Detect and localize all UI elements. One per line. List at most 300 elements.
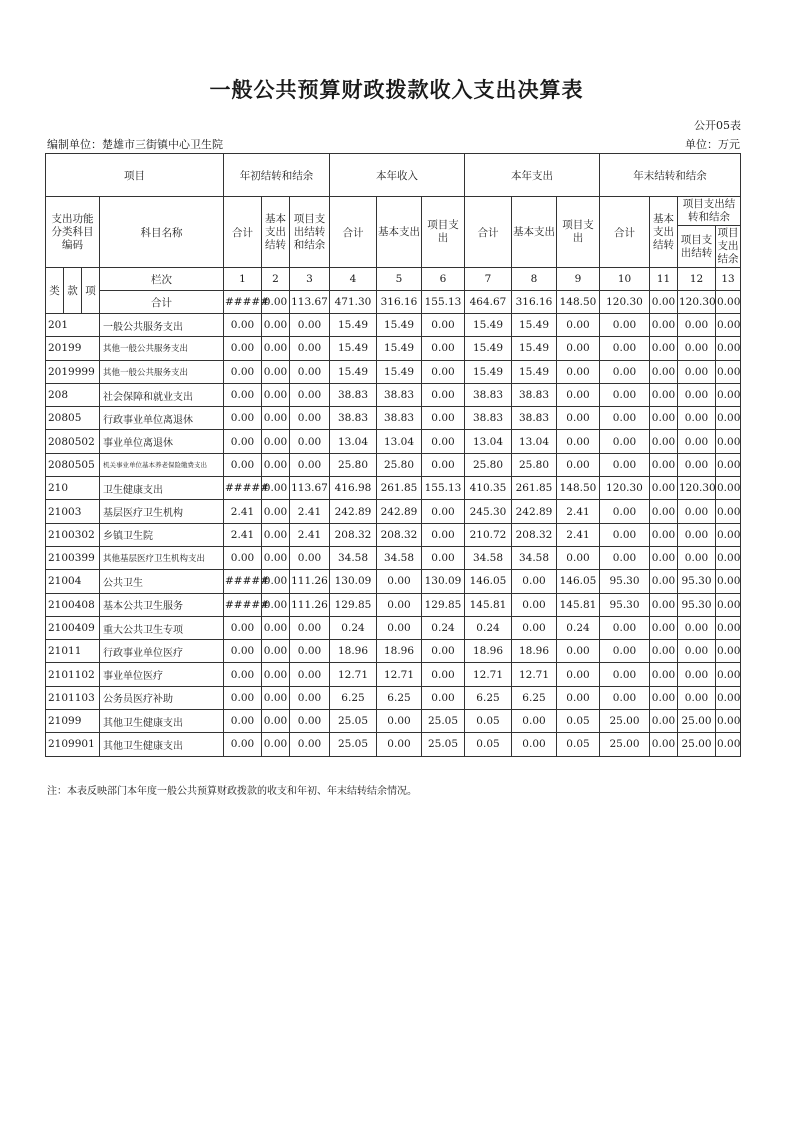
row-value: 242.89 xyxy=(330,500,377,523)
header-row-groups xyxy=(46,154,741,197)
row-value: 0.00 xyxy=(557,686,600,709)
row-value: 0.00 xyxy=(290,686,330,709)
row-value: 0.00 xyxy=(557,663,600,686)
row-value: 120.30 xyxy=(678,477,716,500)
sum-cell: 148.50 xyxy=(557,291,600,314)
row-value: 0.00 xyxy=(262,430,290,453)
row-value: 0.00 xyxy=(512,593,557,616)
row-value: 0.00 xyxy=(224,407,262,430)
table-row xyxy=(46,453,741,476)
row-value: 129.85 xyxy=(422,593,465,616)
row-value: 0.00 xyxy=(678,383,716,406)
footnote: 注：本表反映部门本年度一般公共预算财政拨款的收支和年初、年末结转结余情况。 xyxy=(47,786,417,797)
row-value: 0.00 xyxy=(600,383,650,406)
table-row xyxy=(46,477,741,500)
row-value: 15.49 xyxy=(330,360,377,383)
row-value: 0.00 xyxy=(650,500,678,523)
col-number: 4 xyxy=(330,268,377,291)
row-value: 0.00 xyxy=(512,570,557,593)
row-value: 0.00 xyxy=(224,663,262,686)
row-value: 0.00 xyxy=(678,360,716,383)
row-value: 18.96 xyxy=(465,640,512,663)
row-name: 事业单位医疗 xyxy=(100,663,224,686)
header-end-project-group: 项目支出结转和结余 xyxy=(678,197,741,226)
row-value: 145.81 xyxy=(465,593,512,616)
row-value: 0.00 xyxy=(422,407,465,430)
row-value: 0.00 xyxy=(716,430,741,453)
row-name: 机关事业单位基本养老保险缴费支出 xyxy=(100,453,224,476)
row-value: 6.25 xyxy=(377,686,422,709)
row-value: 0.00 xyxy=(422,337,465,360)
header-expense: 本年支出 xyxy=(465,154,600,197)
row-value: 0.00 xyxy=(290,663,330,686)
row-value: 2.41 xyxy=(557,500,600,523)
row-value: 25.80 xyxy=(377,453,422,476)
row-value: 0.00 xyxy=(678,663,716,686)
table-body xyxy=(46,314,741,757)
header-end-project-carry: 项目支出结转 xyxy=(678,226,716,268)
row-value: 0.00 xyxy=(557,453,600,476)
row-value: 0.00 xyxy=(422,360,465,383)
row-code: 210 xyxy=(46,477,100,500)
row-value: 0.00 xyxy=(557,640,600,663)
row-value: 0.00 xyxy=(716,337,741,360)
row-value: 13.04 xyxy=(512,430,557,453)
row-value: 242.89 xyxy=(377,500,422,523)
row-value: 0.24 xyxy=(330,616,377,639)
row-value: 18.96 xyxy=(512,640,557,663)
row-value: 0.00 xyxy=(422,686,465,709)
row-value: 0.00 xyxy=(224,430,262,453)
row-value: 0.00 xyxy=(422,546,465,569)
row-value: 0.00 xyxy=(224,640,262,663)
header-begin-balance: 年初结转和结余 xyxy=(224,154,330,197)
row-value: 0.00 xyxy=(650,546,678,569)
header-item: 项目 xyxy=(46,154,224,197)
row-value: 208.32 xyxy=(377,523,422,546)
row-value: 0.00 xyxy=(716,640,741,663)
sum-cell: 0.00 xyxy=(650,291,678,314)
row-value: 0.00 xyxy=(678,686,716,709)
row-name: 行政事业单位离退休 xyxy=(100,407,224,430)
row-value: 0.00 xyxy=(290,360,330,383)
row-code: 2101103 xyxy=(46,686,100,709)
row-value: ##### xyxy=(224,593,262,616)
row-value: 0.00 xyxy=(422,500,465,523)
row-value: 13.04 xyxy=(465,430,512,453)
row-value: 2.41 xyxy=(224,523,262,546)
budget-table xyxy=(45,153,741,757)
table-row xyxy=(46,686,741,709)
row-value: 0.00 xyxy=(262,314,290,337)
row-name: 卫生健康支出 xyxy=(100,477,224,500)
row-value: 2.41 xyxy=(224,500,262,523)
row-value: 25.00 xyxy=(600,710,650,733)
row-value: 0.00 xyxy=(262,570,290,593)
row-value: 0.00 xyxy=(224,453,262,476)
table-row xyxy=(46,616,741,639)
row-value: 0.00 xyxy=(377,733,422,756)
report-title: 一般公共预算财政拨款收入支出决算表 xyxy=(209,77,584,102)
row-value: 25.00 xyxy=(678,733,716,756)
row-code: 2100399 xyxy=(46,546,100,569)
row-value: 6.25 xyxy=(512,686,557,709)
row-value: 0.00 xyxy=(262,686,290,709)
row-value: 0.00 xyxy=(262,500,290,523)
sum-cell: 120.30 xyxy=(600,291,650,314)
row-name: 其他一般公共服务支出 xyxy=(100,360,224,383)
row-name: 基本公共卫生服务 xyxy=(100,593,224,616)
row-value: 0.00 xyxy=(262,453,290,476)
row-value: 130.09 xyxy=(330,570,377,593)
row-code: 21011 xyxy=(46,640,100,663)
row-value: 18.96 xyxy=(330,640,377,663)
row-value: 0.00 xyxy=(650,663,678,686)
row-value: 0.00 xyxy=(512,710,557,733)
row-value: 0.00 xyxy=(262,477,290,500)
row-value: 0.00 xyxy=(290,407,330,430)
row-value: 0.00 xyxy=(290,337,330,360)
row-value: 0.00 xyxy=(716,686,741,709)
row-value: 208.32 xyxy=(330,523,377,546)
row-name: 行政事业单位医疗 xyxy=(100,640,224,663)
row-value: 0.00 xyxy=(600,407,650,430)
table-row xyxy=(46,383,741,406)
row-value: 38.83 xyxy=(465,407,512,430)
row-value: 0.00 xyxy=(290,640,330,663)
row-value: 0.00 xyxy=(716,616,741,639)
table-row xyxy=(46,546,741,569)
row-value: 6.25 xyxy=(330,686,377,709)
row-value: 0.00 xyxy=(262,593,290,616)
row-value: 0.00 xyxy=(678,453,716,476)
row-value: 0.00 xyxy=(290,546,330,569)
row-value: 0.00 xyxy=(557,383,600,406)
row-value: ##### xyxy=(224,477,262,500)
row-value: 0.00 xyxy=(600,360,650,383)
header-lei: 类 xyxy=(46,268,64,314)
sum-cell: 0.00 xyxy=(716,291,741,314)
row-value: 0.00 xyxy=(716,570,741,593)
sum-cell: 464.67 xyxy=(465,291,512,314)
row-value: 0.00 xyxy=(422,453,465,476)
row-value: 148.50 xyxy=(557,477,600,500)
row-value: 0.00 xyxy=(224,314,262,337)
row-value: 13.04 xyxy=(377,430,422,453)
row-value: 0.00 xyxy=(557,407,600,430)
table-row xyxy=(46,360,741,383)
row-value: 0.00 xyxy=(650,523,678,546)
row-name: 其他一般公共服务支出 xyxy=(100,337,224,360)
row-value: 0.00 xyxy=(600,337,650,360)
row-value: 0.00 xyxy=(650,686,678,709)
row-value: 0.00 xyxy=(377,570,422,593)
col-number: 11 xyxy=(650,268,678,291)
row-value: 0.00 xyxy=(650,453,678,476)
row-value: 95.30 xyxy=(600,570,650,593)
row-value: 0.00 xyxy=(650,710,678,733)
row-value: 0.00 xyxy=(716,733,741,756)
table-row xyxy=(46,314,741,337)
row-value: 0.00 xyxy=(650,616,678,639)
header-expense-basic: 基本支出 xyxy=(512,197,557,268)
row-value: 245.30 xyxy=(465,500,512,523)
col-number: 8 xyxy=(512,268,557,291)
row-value: 95.30 xyxy=(600,593,650,616)
row-value: 0.00 xyxy=(650,477,678,500)
row-value: 38.83 xyxy=(512,383,557,406)
row-code: 2100302 xyxy=(46,523,100,546)
header-end-basic: 基本支出结转 xyxy=(650,197,678,268)
col-number: 1 xyxy=(224,268,262,291)
row-value: 0.00 xyxy=(678,314,716,337)
header-code: 支出功能分类科目编码 xyxy=(46,197,100,268)
table-row xyxy=(46,523,741,546)
row-name: 重大公共卫生专项 xyxy=(100,616,224,639)
row-value: 0.00 xyxy=(224,337,262,360)
row-value: 0.00 xyxy=(716,546,741,569)
row-value: 210.72 xyxy=(465,523,512,546)
header-expense-total: 合计 xyxy=(465,197,512,268)
row-code: 208 xyxy=(46,383,100,406)
row-value: 0.00 xyxy=(262,616,290,639)
row-value: 111.26 xyxy=(290,593,330,616)
row-value: 146.05 xyxy=(557,570,600,593)
row-value: 416.98 xyxy=(330,477,377,500)
row-value: 0.00 xyxy=(377,593,422,616)
header-income-total: 合计 xyxy=(330,197,377,268)
row-value: 0.00 xyxy=(650,593,678,616)
row-value: 0.00 xyxy=(262,523,290,546)
row-value: 0.00 xyxy=(422,640,465,663)
row-index-label: 栏次 xyxy=(100,268,224,291)
row-name: 乡镇卫生院 xyxy=(100,523,224,546)
row-value: 25.05 xyxy=(422,710,465,733)
row-value: 0.00 xyxy=(290,710,330,733)
header-begin-total: 合计 xyxy=(224,197,262,268)
row-value: 34.58 xyxy=(465,546,512,569)
sum-cell: ##### xyxy=(224,291,262,314)
row-value: 0.00 xyxy=(678,546,716,569)
row-value: 111.26 xyxy=(290,570,330,593)
row-value: 0.00 xyxy=(262,546,290,569)
row-value: 0.05 xyxy=(465,733,512,756)
row-value: 12.71 xyxy=(465,663,512,686)
row-name: 基层医疗卫生机构 xyxy=(100,500,224,523)
row-value: 0.00 xyxy=(650,383,678,406)
row-value: 2.41 xyxy=(557,523,600,546)
row-value: 0.00 xyxy=(600,523,650,546)
header-income-project: 项目支出 xyxy=(422,197,465,268)
row-value: 15.49 xyxy=(465,360,512,383)
header-xiang: 项 xyxy=(82,268,100,314)
row-value: 0.00 xyxy=(716,360,741,383)
row-value: 0.00 xyxy=(600,616,650,639)
row-value: 0.05 xyxy=(557,710,600,733)
row-value: 0.00 xyxy=(512,733,557,756)
row-code: 2080505 xyxy=(46,453,100,476)
row-value: 0.00 xyxy=(716,407,741,430)
row-value: 0.00 xyxy=(678,500,716,523)
table-row xyxy=(46,733,741,756)
row-value: 0.00 xyxy=(557,337,600,360)
row-value: 0.05 xyxy=(465,710,512,733)
row-value: 130.09 xyxy=(422,570,465,593)
row-value: 25.00 xyxy=(678,710,716,733)
row-value: 18.96 xyxy=(377,640,422,663)
row-value: 145.81 xyxy=(557,593,600,616)
row-value: 0.00 xyxy=(557,314,600,337)
row-value: 0.00 xyxy=(650,337,678,360)
row-value: 13.04 xyxy=(330,430,377,453)
header-income: 本年收入 xyxy=(330,154,465,197)
row-value: 0.24 xyxy=(465,616,512,639)
row-value: 155.13 xyxy=(422,477,465,500)
row-value: 25.05 xyxy=(330,710,377,733)
row-code: 21003 xyxy=(46,500,100,523)
row-name: 其他卫生健康支出 xyxy=(100,733,224,756)
row-value: 15.49 xyxy=(512,314,557,337)
row-value: 410.35 xyxy=(465,477,512,500)
header-begin-project: 项目支出结转和结余 xyxy=(290,197,330,268)
row-value: 0.00 xyxy=(716,663,741,686)
row-value: 0.00 xyxy=(650,407,678,430)
sum-row xyxy=(46,291,741,314)
row-value: 0.00 xyxy=(262,710,290,733)
row-value: 15.49 xyxy=(330,314,377,337)
row-value: 25.80 xyxy=(465,453,512,476)
row-value: 0.00 xyxy=(716,593,741,616)
row-value: 15.49 xyxy=(465,314,512,337)
row-value: 2.41 xyxy=(290,500,330,523)
row-name: 其他基层医疗卫生机构支出 xyxy=(100,546,224,569)
table-row xyxy=(46,430,741,453)
row-value: 0.00 xyxy=(262,733,290,756)
row-value: 25.00 xyxy=(600,733,650,756)
table-row xyxy=(46,500,741,523)
row-value: 12.71 xyxy=(377,663,422,686)
row-value: 261.85 xyxy=(377,477,422,500)
table-row xyxy=(46,593,741,616)
header-kuan: 款 xyxy=(64,268,82,314)
row-value: 0.00 xyxy=(422,314,465,337)
row-value: 15.49 xyxy=(465,337,512,360)
row-value: 95.30 xyxy=(678,570,716,593)
row-value: 0.00 xyxy=(678,523,716,546)
table-row xyxy=(46,570,741,593)
row-value: 15.49 xyxy=(377,360,422,383)
row-value: 95.30 xyxy=(678,593,716,616)
table-row xyxy=(46,710,741,733)
row-value: 38.83 xyxy=(377,383,422,406)
row-value: 0.00 xyxy=(650,360,678,383)
col-number: 9 xyxy=(557,268,600,291)
table-row xyxy=(46,407,741,430)
row-value: 25.05 xyxy=(422,733,465,756)
form-number: 公开05表 xyxy=(694,119,741,132)
header-income-basic: 基本支出 xyxy=(377,197,422,268)
row-code: 21004 xyxy=(46,570,100,593)
row-value: 0.00 xyxy=(557,546,600,569)
row-value: 0.00 xyxy=(422,663,465,686)
row-value: 0.00 xyxy=(600,500,650,523)
col-number: 2 xyxy=(262,268,290,291)
row-value: 0.00 xyxy=(600,686,650,709)
row-value: 34.58 xyxy=(330,546,377,569)
table-row xyxy=(46,337,741,360)
row-value: 0.00 xyxy=(678,640,716,663)
sum-cell: 316.16 xyxy=(377,291,422,314)
row-value: 38.83 xyxy=(330,407,377,430)
row-value: 0.05 xyxy=(557,733,600,756)
row-value: 38.83 xyxy=(377,407,422,430)
row-value: 0.00 xyxy=(377,616,422,639)
header-expense-project: 项目支出 xyxy=(557,197,600,268)
row-value: 0.00 xyxy=(290,314,330,337)
row-value: 0.00 xyxy=(678,407,716,430)
row-value: 15.49 xyxy=(512,337,557,360)
row-value: 0.00 xyxy=(600,453,650,476)
col-number: 5 xyxy=(377,268,422,291)
row-value: 0.00 xyxy=(716,500,741,523)
row-value: 0.00 xyxy=(600,663,650,686)
row-name: 一般公共服务支出 xyxy=(100,314,224,337)
row-code: 2100409 xyxy=(46,616,100,639)
row-value: 0.00 xyxy=(290,383,330,406)
row-value: 0.24 xyxy=(557,616,600,639)
row-value: 0.00 xyxy=(290,430,330,453)
row-code: 2080502 xyxy=(46,430,100,453)
row-value: 0.00 xyxy=(224,360,262,383)
sum-cell: 113.67 xyxy=(290,291,330,314)
row-value: 0.00 xyxy=(512,616,557,639)
row-value: 0.00 xyxy=(716,477,741,500)
row-code: 2101102 xyxy=(46,663,100,686)
sum-cell: 0.00 xyxy=(262,291,290,314)
sum-label: 合计 xyxy=(100,291,224,314)
row-value: 0.00 xyxy=(600,314,650,337)
row-value: 0.00 xyxy=(262,337,290,360)
row-code: 2109901 xyxy=(46,733,100,756)
row-name: 公务员医疗补助 xyxy=(100,686,224,709)
row-value: 25.05 xyxy=(330,733,377,756)
row-value: 0.00 xyxy=(678,337,716,360)
row-value: 38.83 xyxy=(330,383,377,406)
row-code: 201 xyxy=(46,314,100,337)
row-value: 129.85 xyxy=(330,593,377,616)
row-value: 0.00 xyxy=(224,733,262,756)
col-number: 7 xyxy=(465,268,512,291)
row-value: 0.00 xyxy=(557,360,600,383)
row-value: 0.00 xyxy=(678,430,716,453)
compiling-unit: 编制单位：楚雄市三街镇中心卫生院 xyxy=(47,138,223,151)
sum-cell: 316.16 xyxy=(512,291,557,314)
sum-cell: 120.30 xyxy=(678,291,716,314)
row-value: 0.00 xyxy=(557,430,600,453)
row-name: 社会保障和就业支出 xyxy=(100,383,224,406)
row-value: 34.58 xyxy=(512,546,557,569)
row-value: 0.00 xyxy=(422,523,465,546)
row-value: ##### xyxy=(224,570,262,593)
row-value: 0.00 xyxy=(262,663,290,686)
currency-unit: 单位：万元 xyxy=(685,138,740,151)
row-value: 0.00 xyxy=(716,383,741,406)
row-value: 0.00 xyxy=(224,710,262,733)
row-value: 0.00 xyxy=(650,314,678,337)
row-value: 2.41 xyxy=(290,523,330,546)
sum-cell: 155.13 xyxy=(422,291,465,314)
row-value: 0.00 xyxy=(262,640,290,663)
